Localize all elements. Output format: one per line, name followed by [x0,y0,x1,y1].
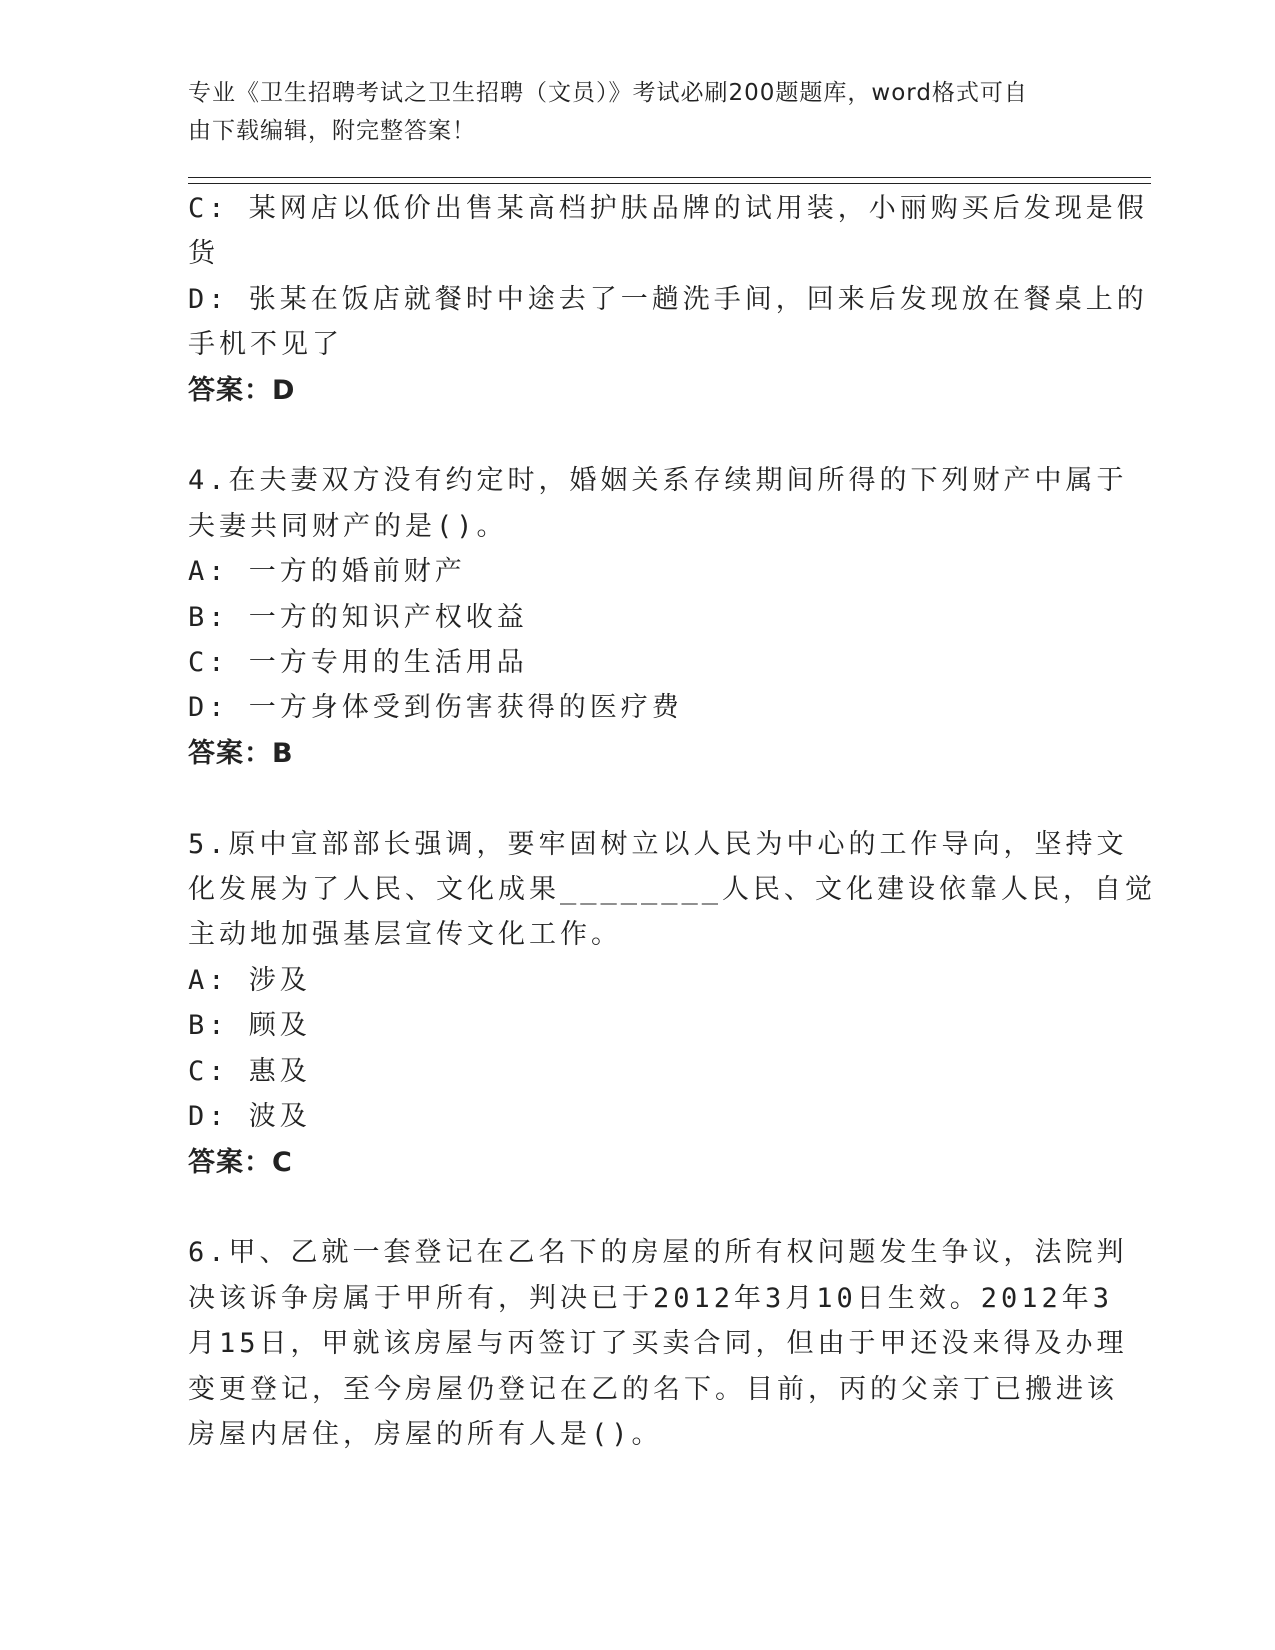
spacer [188,413,1088,458]
spacer [188,1185,1088,1230]
question-3-block [188,186,1148,413]
option-d: D: 一方身体受到伤害获得的医疗费 [188,692,683,724]
question-stem-line-3: 主动地加强基层宣传文化工作。 [188,919,622,951]
question-stem-line-4: 变更登记，至今房屋仍登记在乙的名下。目前，丙的父亲丁已搬进该 [188,1373,1118,1405]
answer-line: 答案：D [188,374,296,406]
option-d-line-1: D: 张某在饭店就餐时中途去了一趟洗手间，回来后发现放在餐桌上的 [188,283,1148,315]
question-stem-line-2: 夫妻共同财产的是()。 [188,510,508,542]
question-stem-line-1: 4.在夫妻双方没有约定时，婚姻关系存续期间所得的下列财产中属于 [188,465,1128,497]
option-b: B: 顾及 [188,1010,311,1042]
question-6-block [188,1230,1128,1457]
page-header [188,74,1068,150]
option-d-line-2: 手机不见了 [188,329,343,361]
option-a: A: 涉及 [188,964,311,996]
question-stem-line-3: 月15日，甲就该房屋与丙签订了买卖合同，但由于甲还没来得及办理 [188,1328,1128,1360]
question-content [188,186,1157,1457]
header-line-2: 由下载编辑，附完整答案！ [188,118,476,144]
option-c: C: 一方专用的生活用品 [188,647,528,679]
header-divider-bottom [188,183,1151,184]
header-line-1: 专业《卫生招聘考试之卫生招聘（文员）》考试必刷200题题库，word格式可自 [188,80,1028,106]
option-c-line-2: 货 [188,238,219,270]
spacer [188,776,1088,821]
question-5-block [188,822,1157,1185]
option-a: A: 一方的婚前财产 [188,556,466,588]
option-c-line-1: C: 某网店以低价出售某高档护肤品牌的试用装，小丽购买后发现是假 [188,193,1148,224]
answer-line: 答案：C [188,1146,293,1178]
option-b: B: 一方的知识产权收益 [188,601,528,633]
question-stem-line-1: 5.原中宣部部长强调，要牢固树立以人民为中心的工作导向，坚持文 [188,828,1128,860]
answer-line: 答案：B [188,737,294,769]
question-stem-line-1: 6.甲、乙就一套登记在乙名下的房屋的所有权问题发生争议，法院判 [188,1237,1128,1269]
question-stem-line-2: 化发展为了人民、文化成果________人民、文化建设依靠人民，自觉 [188,874,1157,906]
option-d: D: 波及 [188,1101,311,1133]
question-4-block [188,458,1128,776]
option-c: C: 惠及 [188,1055,311,1087]
question-stem-line-5: 房屋内居住，房屋的所有人是()。 [188,1418,663,1450]
header-divider-top [188,177,1151,178]
question-stem-line-2: 决该诉争房属于甲所有，判决已于2012年3月10日生效。2012年3 [188,1282,1114,1314]
